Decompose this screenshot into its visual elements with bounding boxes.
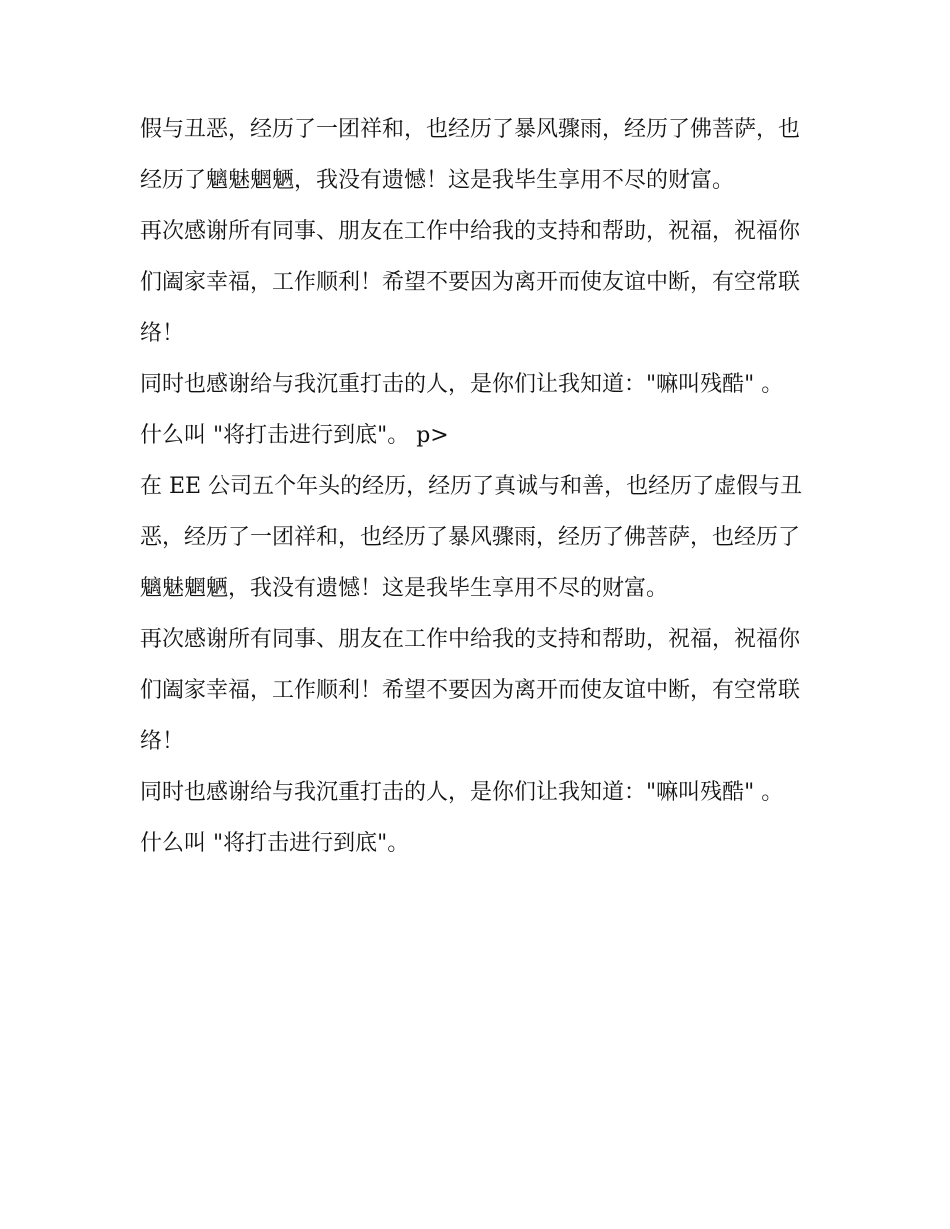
paragraph-1: 假与丑恶，经历了一团祥和，也经历了暴风骤雨，经历了佛菩萨，也经历了魑魅魍魉，我没有遗憾！这是我毕生享用不尽的财富。: [140, 117, 801, 193]
paragraph-2: 再次感谢所有同事、朋友在工作中给我的支持和帮助，祝福，祝福你们阖家幸福，工作顺利！希望不要因为离开而使友谊中断，有空常联络！: [140, 219, 801, 346]
paragraph-3: 同时也感谢给与我沉重打击的人，是你们让我知道："嘛叫残酷" 。 什么叫 "将打击进行到底"。 p>: [140, 372, 784, 448]
document-body: [140, 104, 812, 869]
paragraph-6: 同时也感谢给与我沉重打击的人，是你们让我知道："嘛叫残酷" 。 什么叫 "将打击进行到底"。: [140, 780, 784, 856]
paragraph-5: 再次感谢所有同事、朋友在工作中给我的支持和帮助，祝福，祝福你们阖家幸福，工作顺利！希望不要因为离开而使友谊中断，有空常联络！: [140, 627, 801, 754]
paragraph-4: 在 EE 公司五个年头的经历，经历了真诚与和善，也经历了虚假与丑恶，经历了一团祥和，也经历了暴风骤雨，经历了佛菩萨，也经历了魑魅魍魉，我没有遗憾！这是我毕生享用不尽的财富。: [140, 474, 803, 601]
